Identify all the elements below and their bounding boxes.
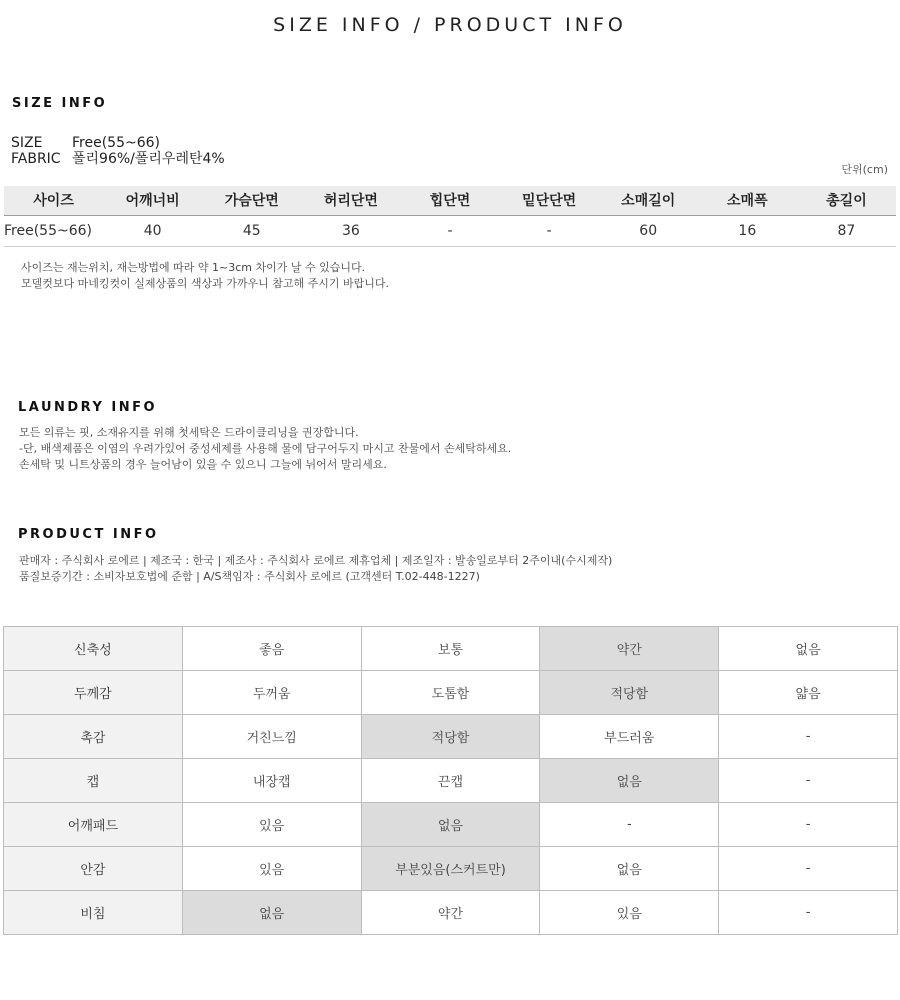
size-value: Free(55~66): [72, 135, 160, 151]
attribute-option: 얇음: [719, 671, 898, 715]
attribute-option: 있음: [182, 803, 361, 847]
size-table-cell: -: [400, 215, 499, 246]
attribute-option-selected: 없음: [540, 759, 719, 803]
size-note: 모델컷보다 마네킹컷이 실제상품의 색상과 가까우니 참고해 주시기 바랍니다.: [21, 277, 390, 290]
attribute-label: 어깨패드: [4, 803, 183, 847]
attribute-row: [4, 891, 898, 935]
product-info-heading: PRODUCT INFO: [18, 527, 159, 542]
attribute-option-selected: 없음: [182, 891, 361, 935]
attribute-option: -: [719, 847, 898, 891]
attribute-label: 비침: [4, 891, 183, 935]
size-table-cell: 87: [797, 215, 896, 246]
attribute-row: [4, 847, 898, 891]
size-table-header: 힙단면: [400, 186, 499, 215]
laundry-notes: [19, 425, 511, 473]
spec-fabric-row: [11, 151, 225, 167]
attribute-label: 안감: [4, 847, 183, 891]
laundry-note: -단, 배색제품은 이염의 우려가있어 중성세제를 사용해 물에 담구어두지 마시고 찬물에서 손세탁하세요.: [19, 442, 512, 455]
attribute-row: [4, 803, 898, 847]
size-label: SIZE: [11, 135, 43, 151]
attribute-option: 끈캡: [361, 759, 540, 803]
attribute-option: -: [719, 891, 898, 935]
size-table-header: 소매길이: [599, 186, 698, 215]
attribute-option: 부드러움: [540, 715, 719, 759]
unit-note: 단위(cm): [841, 163, 888, 176]
laundry-info-heading: LAUNDRY INFO: [18, 400, 158, 415]
attribute-option: -: [719, 759, 898, 803]
attribute-option-selected: 적당함: [361, 715, 540, 759]
size-table-header-row: [4, 186, 896, 215]
attribute-option: 없음: [719, 627, 898, 671]
product-notes: [19, 553, 612, 585]
size-table-cell: 60: [599, 215, 698, 246]
attribute-option: 약간: [361, 891, 540, 935]
attribute-label: 촉감: [4, 715, 183, 759]
attribute-row: [4, 671, 898, 715]
table-row: [4, 215, 896, 246]
attribute-label: 두께감: [4, 671, 183, 715]
attribute-label: 신축성: [4, 627, 183, 671]
size-table-cell: 40: [103, 215, 202, 246]
attribute-row: [4, 627, 898, 671]
size-table-header: 총길이: [797, 186, 896, 215]
size-table: [4, 186, 896, 247]
laundry-note: 손세탁 및 니트상품의 경우 늘어남이 있을 수 있으니 그늘에 뉘어서 말리세요.: [19, 458, 387, 471]
size-note: 사이즈는 재는위치, 재는방법에 따라 약 1~3cm 차이가 날 수 있습니다.: [21, 261, 366, 274]
size-table-header: 소매폭: [698, 186, 797, 215]
attribute-row: [4, 759, 898, 803]
size-table-header: 어깨너비: [103, 186, 202, 215]
product-note: 품질보증기간 : 소비자보호법에 준함 | A/S책임자 : 주식회사 로에르 (고객센터 T.02-448-1227): [19, 570, 480, 583]
attribute-option: 있음: [540, 891, 719, 935]
attribute-option: -: [540, 803, 719, 847]
attribute-option: 거친느낌: [182, 715, 361, 759]
size-table-cell: 45: [202, 215, 301, 246]
attribute-option: 내장캡: [182, 759, 361, 803]
attribute-option-selected: 적당함: [540, 671, 719, 715]
size-table-header: 허리단면: [301, 186, 400, 215]
size-table-header: 밑단단면: [500, 186, 599, 215]
attribute-option-selected: 약간: [540, 627, 719, 671]
attribute-option: 보통: [361, 627, 540, 671]
size-table-header: 가슴단면: [202, 186, 301, 215]
size-info-heading: SIZE INFO: [12, 96, 108, 111]
size-table-cell: 36: [301, 215, 400, 246]
attribute-row: [4, 715, 898, 759]
attribute-option: 도톰함: [361, 671, 540, 715]
size-table-header: 사이즈: [4, 186, 103, 215]
attribute-option: 없음: [540, 847, 719, 891]
attribute-option-selected: 부분있음(스커트만): [361, 847, 540, 891]
fabric-label: FABRIC: [11, 151, 61, 167]
spec-size-row: [11, 135, 160, 151]
laundry-note: 모든 의류는 핏, 소재유지를 위해 첫세탁은 드라이클리닝을 권장합니다.: [19, 426, 359, 439]
size-table-cell: -: [500, 215, 599, 246]
product-note: 판매자 : 주식회사 로에르 | 제조국 : 한국 | 제조사 : 주식회사 로에르 제휴업체 | 제조일자 : 발송일로부터 2주이내(수시제작): [19, 554, 613, 567]
attribute-table: [3, 626, 898, 935]
fabric-value: 폴리96%/폴리우레탄4%: [72, 151, 225, 167]
size-table-body: [4, 215, 896, 246]
page-title: SIZE INFO / PRODUCT INFO: [273, 14, 627, 36]
size-table-cell: 16: [698, 215, 797, 246]
attribute-label: 캡: [4, 759, 183, 803]
size-notes: [21, 260, 389, 292]
attribute-option: -: [719, 803, 898, 847]
attribute-option: 두꺼움: [182, 671, 361, 715]
attribute-option: 있음: [182, 847, 361, 891]
attribute-option: 좋음: [182, 627, 361, 671]
attribute-option: -: [719, 715, 898, 759]
attribute-option-selected: 없음: [361, 803, 540, 847]
size-table-cell: Free(55~66): [4, 215, 103, 246]
